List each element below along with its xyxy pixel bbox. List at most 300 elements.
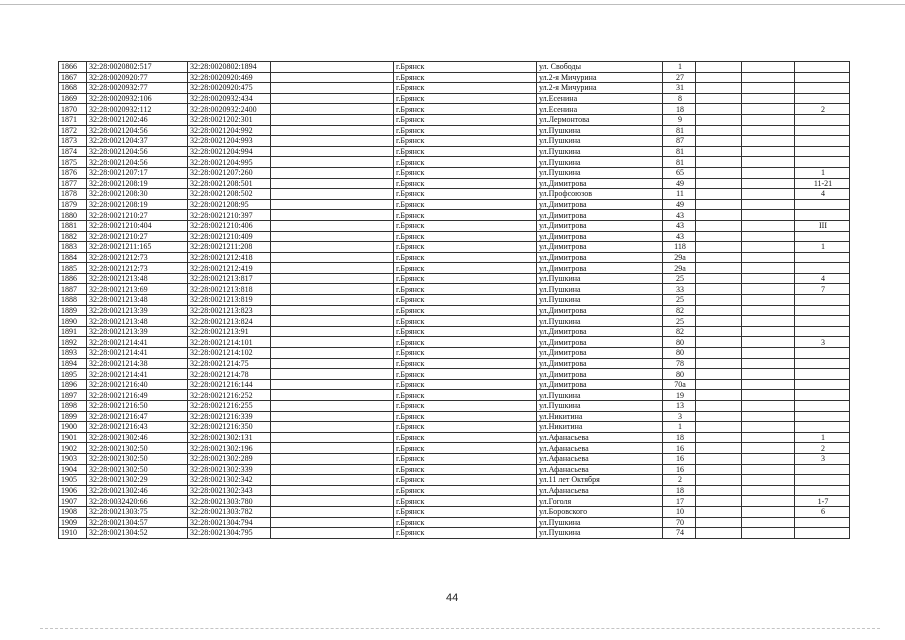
empty-cell — [696, 475, 742, 486]
street-cell: ул.Пушкина — [537, 295, 663, 306]
empty-cell — [271, 496, 394, 507]
land-cadastral-number-cell: 32:28:0021210:27 — [87, 210, 188, 221]
empty-cell — [742, 358, 795, 369]
row-number-cell: 1910 — [59, 528, 87, 539]
street-cell: ул.Пушкина — [537, 401, 663, 412]
land-cadastral-number-cell: 32:28:0021302:29 — [87, 475, 188, 486]
object-cadastral-number-cell: 32:28:0021208:502 — [188, 189, 271, 200]
apartment-cell — [795, 379, 850, 390]
empty-cell — [742, 411, 795, 422]
empty-cell — [271, 93, 394, 104]
house-number-cell: 16 — [663, 443, 696, 454]
street-cell: ул.Пушкина — [537, 390, 663, 401]
row-number-cell: 1871 — [59, 114, 87, 125]
house-number-cell: 78 — [663, 358, 696, 369]
city-cell: г.Брянск — [394, 475, 537, 486]
empty-cell — [742, 390, 795, 401]
empty-cell — [696, 104, 742, 115]
apartment-cell — [795, 295, 850, 306]
object-cadastral-number-cell: 32:28:0021304:795 — [188, 528, 271, 539]
apartment-cell — [795, 348, 850, 359]
table-row — [59, 252, 850, 263]
row-number-cell: 1878 — [59, 189, 87, 200]
object-cadastral-number-cell: 32:28:0021210:406 — [188, 220, 271, 231]
house-number-cell: 17 — [663, 496, 696, 507]
empty-cell — [742, 210, 795, 221]
table-row — [59, 517, 850, 528]
table-row — [59, 295, 850, 306]
object-cadastral-number-cell: 32:28:0021213:819 — [188, 295, 271, 306]
empty-cell — [742, 273, 795, 284]
empty-cell — [696, 167, 742, 178]
row-number-cell: 1884 — [59, 252, 87, 263]
land-cadastral-number-cell: 32:28:0021208:19 — [87, 199, 188, 210]
empty-cell — [271, 379, 394, 390]
house-number-cell: 25 — [663, 295, 696, 306]
row-number-cell: 1869 — [59, 93, 87, 104]
empty-cell — [271, 316, 394, 327]
object-cadastral-number-cell: 32:28:0021302:343 — [188, 485, 271, 496]
empty-cell — [742, 72, 795, 83]
empty-cell — [696, 125, 742, 136]
table-row — [59, 242, 850, 253]
city-cell: г.Брянск — [394, 252, 537, 263]
row-number-cell: 1875 — [59, 157, 87, 168]
table-row — [59, 114, 850, 125]
empty-cell — [742, 496, 795, 507]
house-number-cell: 118 — [663, 242, 696, 253]
street-cell: ул.Димитрова — [537, 178, 663, 189]
empty-cell — [696, 496, 742, 507]
object-cadastral-number-cell: 32:28:0020920:469 — [188, 72, 271, 83]
land-cadastral-number-cell: 32:28:0021213:48 — [87, 295, 188, 306]
table-row — [59, 528, 850, 539]
empty-cell — [742, 136, 795, 147]
land-cadastral-number-cell: 32:28:0020802:517 — [87, 62, 188, 73]
empty-cell — [271, 72, 394, 83]
table-row — [59, 263, 850, 274]
row-number-cell: 1890 — [59, 316, 87, 327]
empty-cell — [696, 189, 742, 200]
city-cell: г.Брянск — [394, 390, 537, 401]
empty-cell — [742, 295, 795, 306]
house-number-cell: 16 — [663, 464, 696, 475]
house-number-cell: 33 — [663, 284, 696, 295]
house-number-cell: 49 — [663, 199, 696, 210]
street-cell: ул.Афанасьева — [537, 443, 663, 454]
apartment-cell — [795, 199, 850, 210]
apartment-cell: 6 — [795, 506, 850, 517]
object-cadastral-number-cell: 32:28:0021303:782 — [188, 506, 271, 517]
object-cadastral-number-cell: 32:28:0021214:101 — [188, 337, 271, 348]
house-number-cell: 81 — [663, 157, 696, 168]
empty-cell — [271, 528, 394, 539]
empty-cell — [742, 104, 795, 115]
empty-cell — [696, 114, 742, 125]
street-cell: ул.Димитрова — [537, 220, 663, 231]
empty-cell — [742, 178, 795, 189]
row-number-cell: 1898 — [59, 401, 87, 412]
object-cadastral-number-cell: 32:28:0021214:102 — [188, 348, 271, 359]
empty-cell — [742, 125, 795, 136]
table-row — [59, 104, 850, 115]
empty-cell — [696, 326, 742, 337]
land-cadastral-number-cell: 32:28:0021216:40 — [87, 379, 188, 390]
object-cadastral-number-cell: 32:28:0021204:994 — [188, 146, 271, 157]
row-number-cell: 1887 — [59, 284, 87, 295]
street-cell: ул.Димитрова — [537, 210, 663, 221]
object-cadastral-number-cell: 32:28:0020920:475 — [188, 83, 271, 94]
empty-cell — [696, 432, 742, 443]
land-cadastral-number-cell: 32:28:0020932:112 — [87, 104, 188, 115]
house-number-cell: 1 — [663, 62, 696, 73]
land-cadastral-number-cell: 32:28:0021212:73 — [87, 252, 188, 263]
city-cell: г.Брянск — [394, 104, 537, 115]
empty-cell — [742, 517, 795, 528]
city-cell: г.Брянск — [394, 136, 537, 147]
house-number-cell: 25 — [663, 316, 696, 327]
empty-cell — [696, 263, 742, 274]
house-number-cell: 87 — [663, 136, 696, 147]
empty-cell — [271, 295, 394, 306]
table-row — [59, 453, 850, 464]
row-number-cell: 1906 — [59, 485, 87, 496]
empty-cell — [696, 199, 742, 210]
empty-cell — [696, 316, 742, 327]
table-row — [59, 379, 850, 390]
empty-cell — [696, 485, 742, 496]
land-cadastral-number-cell: 32:28:0021214:38 — [87, 358, 188, 369]
empty-cell — [271, 252, 394, 263]
city-cell: г.Брянск — [394, 125, 537, 136]
apartment-cell — [795, 252, 850, 263]
street-cell: ул.Пушкина — [537, 167, 663, 178]
empty-cell — [696, 157, 742, 168]
empty-cell — [696, 517, 742, 528]
city-cell: г.Брянск — [394, 326, 537, 337]
house-number-cell: 81 — [663, 125, 696, 136]
house-number-cell: 65 — [663, 167, 696, 178]
page-bottom-scan-line — [40, 628, 880, 629]
house-number-cell: 18 — [663, 432, 696, 443]
empty-cell — [271, 305, 394, 316]
table-row — [59, 220, 850, 231]
object-cadastral-number-cell: 32:28:0021214:75 — [188, 358, 271, 369]
land-cadastral-number-cell: 32:28:0020932:77 — [87, 83, 188, 94]
street-cell: ул.Димитрова — [537, 379, 663, 390]
city-cell: г.Брянск — [394, 305, 537, 316]
row-number-cell: 1905 — [59, 475, 87, 486]
empty-cell — [271, 242, 394, 253]
apartment-cell — [795, 83, 850, 94]
row-number-cell: 1894 — [59, 358, 87, 369]
object-cadastral-number-cell: 32:28:0021216:255 — [188, 401, 271, 412]
city-cell: г.Брянск — [394, 178, 537, 189]
empty-cell — [271, 210, 394, 221]
house-number-cell: 82 — [663, 326, 696, 337]
house-number-cell: 9 — [663, 114, 696, 125]
property-registry-table — [58, 61, 850, 539]
apartment-cell — [795, 157, 850, 168]
empty-cell — [271, 369, 394, 380]
house-number-cell: 13 — [663, 401, 696, 412]
table-row — [59, 411, 850, 422]
land-cadastral-number-cell: 32:28:0021303:75 — [87, 506, 188, 517]
empty-cell — [742, 220, 795, 231]
empty-cell — [742, 453, 795, 464]
empty-cell — [271, 114, 394, 125]
row-number-cell: 1892 — [59, 337, 87, 348]
empty-cell — [742, 199, 795, 210]
house-number-cell: 70а — [663, 379, 696, 390]
empty-cell — [271, 263, 394, 274]
house-number-cell: 43 — [663, 220, 696, 231]
table-row — [59, 199, 850, 210]
empty-cell — [696, 220, 742, 231]
empty-cell — [271, 464, 394, 475]
land-cadastral-number-cell: 32:28:0021204:56 — [87, 146, 188, 157]
street-cell: ул.Димитрова — [537, 199, 663, 210]
street-cell: ул.Пушкина — [537, 157, 663, 168]
apartment-cell: 4 — [795, 273, 850, 284]
empty-cell — [271, 199, 394, 210]
object-cadastral-number-cell: 32:28:0021202:301 — [188, 114, 271, 125]
city-cell: г.Брянск — [394, 411, 537, 422]
table-row — [59, 189, 850, 200]
empty-cell — [271, 326, 394, 337]
row-number-cell: 1889 — [59, 305, 87, 316]
land-cadastral-number-cell: 32:28:0021304:52 — [87, 528, 188, 539]
city-cell: г.Брянск — [394, 284, 537, 295]
object-cadastral-number-cell: 32:28:0020932:434 — [188, 93, 271, 104]
apartment-cell — [795, 72, 850, 83]
street-cell: ул.Афанасьева — [537, 453, 663, 464]
empty-cell — [271, 167, 394, 178]
empty-cell — [696, 422, 742, 433]
city-cell: г.Брянск — [394, 167, 537, 178]
land-cadastral-number-cell: 32:28:0021302:46 — [87, 432, 188, 443]
city-cell: г.Брянск — [394, 316, 537, 327]
empty-cell — [696, 453, 742, 464]
house-number-cell: 2 — [663, 475, 696, 486]
city-cell: г.Брянск — [394, 422, 537, 433]
object-cadastral-number-cell: 32:28:0021210:409 — [188, 231, 271, 242]
object-cadastral-number-cell: 32:28:0021204:992 — [188, 125, 271, 136]
house-number-cell: 11 — [663, 189, 696, 200]
row-number-cell: 1901 — [59, 432, 87, 443]
city-cell: г.Брянск — [394, 242, 537, 253]
house-number-cell: 31 — [663, 83, 696, 94]
empty-cell — [742, 316, 795, 327]
empty-cell — [742, 284, 795, 295]
table-row — [59, 167, 850, 178]
street-cell: ул.2-я Мичурина — [537, 83, 663, 94]
empty-cell — [271, 104, 394, 115]
table-row — [59, 316, 850, 327]
city-cell: г.Брянск — [394, 114, 537, 125]
apartment-cell: 11-21 — [795, 178, 850, 189]
city-cell: г.Брянск — [394, 506, 537, 517]
object-cadastral-number-cell: 32:28:0021204:993 — [188, 136, 271, 147]
street-cell: ул.Димитрова — [537, 369, 663, 380]
row-number-cell: 1904 — [59, 464, 87, 475]
apartment-cell — [795, 528, 850, 539]
apartment-cell — [795, 411, 850, 422]
apartment-cell — [795, 369, 850, 380]
table-row — [59, 62, 850, 73]
table-row — [59, 464, 850, 475]
object-cadastral-number-cell: 32:28:0021211:208 — [188, 242, 271, 253]
object-cadastral-number-cell: 32:28:0020802:1894 — [188, 62, 271, 73]
empty-cell — [271, 62, 394, 73]
city-cell: г.Брянск — [394, 348, 537, 359]
empty-cell — [271, 485, 394, 496]
city-cell: г.Брянск — [394, 432, 537, 443]
row-number-cell: 1895 — [59, 369, 87, 380]
empty-cell — [742, 305, 795, 316]
street-cell: ул.Пушкина — [537, 316, 663, 327]
empty-cell — [696, 305, 742, 316]
house-number-cell: 80 — [663, 337, 696, 348]
table-row — [59, 358, 850, 369]
land-cadastral-number-cell: 32:28:0020920:77 — [87, 72, 188, 83]
land-cadastral-number-cell: 32:28:0021204:56 — [87, 157, 188, 168]
street-cell: ул.Димитрова — [537, 231, 663, 242]
land-cadastral-number-cell: 32:28:0021211:165 — [87, 242, 188, 253]
table-row — [59, 231, 850, 242]
land-cadastral-number-cell: 32:28:0021216:50 — [87, 401, 188, 412]
empty-cell — [696, 528, 742, 539]
object-cadastral-number-cell: 32:28:0020932:2400 — [188, 104, 271, 115]
empty-cell — [271, 358, 394, 369]
house-number-cell: 43 — [663, 231, 696, 242]
apartment-cell: 2 — [795, 104, 850, 115]
row-number-cell: 1903 — [59, 453, 87, 464]
object-cadastral-number-cell: 32:28:0021214:78 — [188, 369, 271, 380]
land-cadastral-number-cell: 32:28:0021213:39 — [87, 326, 188, 337]
empty-cell — [742, 242, 795, 253]
table-row — [59, 390, 850, 401]
table-row — [59, 93, 850, 104]
apartment-cell — [795, 475, 850, 486]
land-cadastral-number-cell: 32:28:0021210:27 — [87, 231, 188, 242]
house-number-cell: 29а — [663, 263, 696, 274]
street-cell: ул.Есенина — [537, 104, 663, 115]
row-number-cell: 1883 — [59, 242, 87, 253]
table-row — [59, 284, 850, 295]
empty-cell — [271, 273, 394, 284]
street-cell: ул.Димитрова — [537, 242, 663, 253]
object-cadastral-number-cell: 32:28:0021213:818 — [188, 284, 271, 295]
apartment-cell — [795, 390, 850, 401]
object-cadastral-number-cell: 32:28:0021302:196 — [188, 443, 271, 454]
land-cadastral-number-cell: 32:28:0021302:50 — [87, 453, 188, 464]
city-cell: г.Брянск — [394, 464, 537, 475]
empty-cell — [271, 157, 394, 168]
apartment-cell — [795, 231, 850, 242]
street-cell: ул.Пушкина — [537, 125, 663, 136]
city-cell: г.Брянск — [394, 220, 537, 231]
empty-cell — [696, 83, 742, 94]
table-row — [59, 485, 850, 496]
land-cadastral-number-cell: 32:28:0021214:41 — [87, 348, 188, 359]
object-cadastral-number-cell: 32:28:0021213:823 — [188, 305, 271, 316]
empty-cell — [696, 273, 742, 284]
table-row — [59, 475, 850, 486]
empty-cell — [696, 242, 742, 253]
city-cell: г.Брянск — [394, 496, 537, 507]
street-cell: ул.Димитрова — [537, 326, 663, 337]
row-number-cell: 1886 — [59, 273, 87, 284]
apartment-cell — [795, 114, 850, 125]
city-cell: г.Брянск — [394, 62, 537, 73]
land-cadastral-number-cell: 32:28:0021213:48 — [87, 316, 188, 327]
empty-cell — [696, 136, 742, 147]
table-row — [59, 125, 850, 136]
street-cell: ул.Лермонтова — [537, 114, 663, 125]
city-cell: г.Брянск — [394, 528, 537, 539]
house-number-cell: 27 — [663, 72, 696, 83]
city-cell: г.Брянск — [394, 369, 537, 380]
street-cell: ул.Димитрова — [537, 263, 663, 274]
object-cadastral-number-cell: 32:28:0021204:995 — [188, 157, 271, 168]
empty-cell — [742, 157, 795, 168]
house-number-cell: 8 — [663, 93, 696, 104]
empty-cell — [271, 189, 394, 200]
empty-cell — [742, 93, 795, 104]
table-row — [59, 157, 850, 168]
apartment-cell: III — [795, 220, 850, 231]
house-number-cell: 1 — [663, 422, 696, 433]
row-number-cell: 1899 — [59, 411, 87, 422]
apartment-cell — [795, 210, 850, 221]
house-number-cell: 29а — [663, 252, 696, 263]
object-cadastral-number-cell: 32:28:0021207:260 — [188, 167, 271, 178]
row-number-cell: 1867 — [59, 72, 87, 83]
city-cell: г.Брянск — [394, 157, 537, 168]
empty-cell — [271, 125, 394, 136]
empty-cell — [696, 295, 742, 306]
object-cadastral-number-cell: 32:28:0021213:91 — [188, 326, 271, 337]
empty-cell — [696, 348, 742, 359]
house-number-cell: 18 — [663, 104, 696, 115]
street-cell: ул.Есенина — [537, 93, 663, 104]
row-number-cell: 1909 — [59, 517, 87, 528]
land-cadastral-number-cell: 32:28:0021214:41 — [87, 337, 188, 348]
empty-cell — [742, 422, 795, 433]
empty-cell — [696, 369, 742, 380]
city-cell: г.Брянск — [394, 146, 537, 157]
city-cell: г.Брянск — [394, 72, 537, 83]
apartment-cell — [795, 136, 850, 147]
apartment-cell — [795, 146, 850, 157]
city-cell: г.Брянск — [394, 93, 537, 104]
row-number-cell: 1873 — [59, 136, 87, 147]
empty-cell — [742, 528, 795, 539]
row-number-cell: 1866 — [59, 62, 87, 73]
empty-cell — [696, 401, 742, 412]
land-cadastral-number-cell: 32:28:0021302:46 — [87, 485, 188, 496]
apartment-cell: 1 — [795, 432, 850, 443]
table-row — [59, 432, 850, 443]
table-row — [59, 443, 850, 454]
object-cadastral-number-cell: 32:28:0021216:144 — [188, 379, 271, 390]
city-cell: г.Брянск — [394, 517, 537, 528]
street-cell: ул.Димитрова — [537, 252, 663, 263]
object-cadastral-number-cell: 32:28:0021213:817 — [188, 273, 271, 284]
table-row — [59, 401, 850, 412]
empty-cell — [271, 83, 394, 94]
